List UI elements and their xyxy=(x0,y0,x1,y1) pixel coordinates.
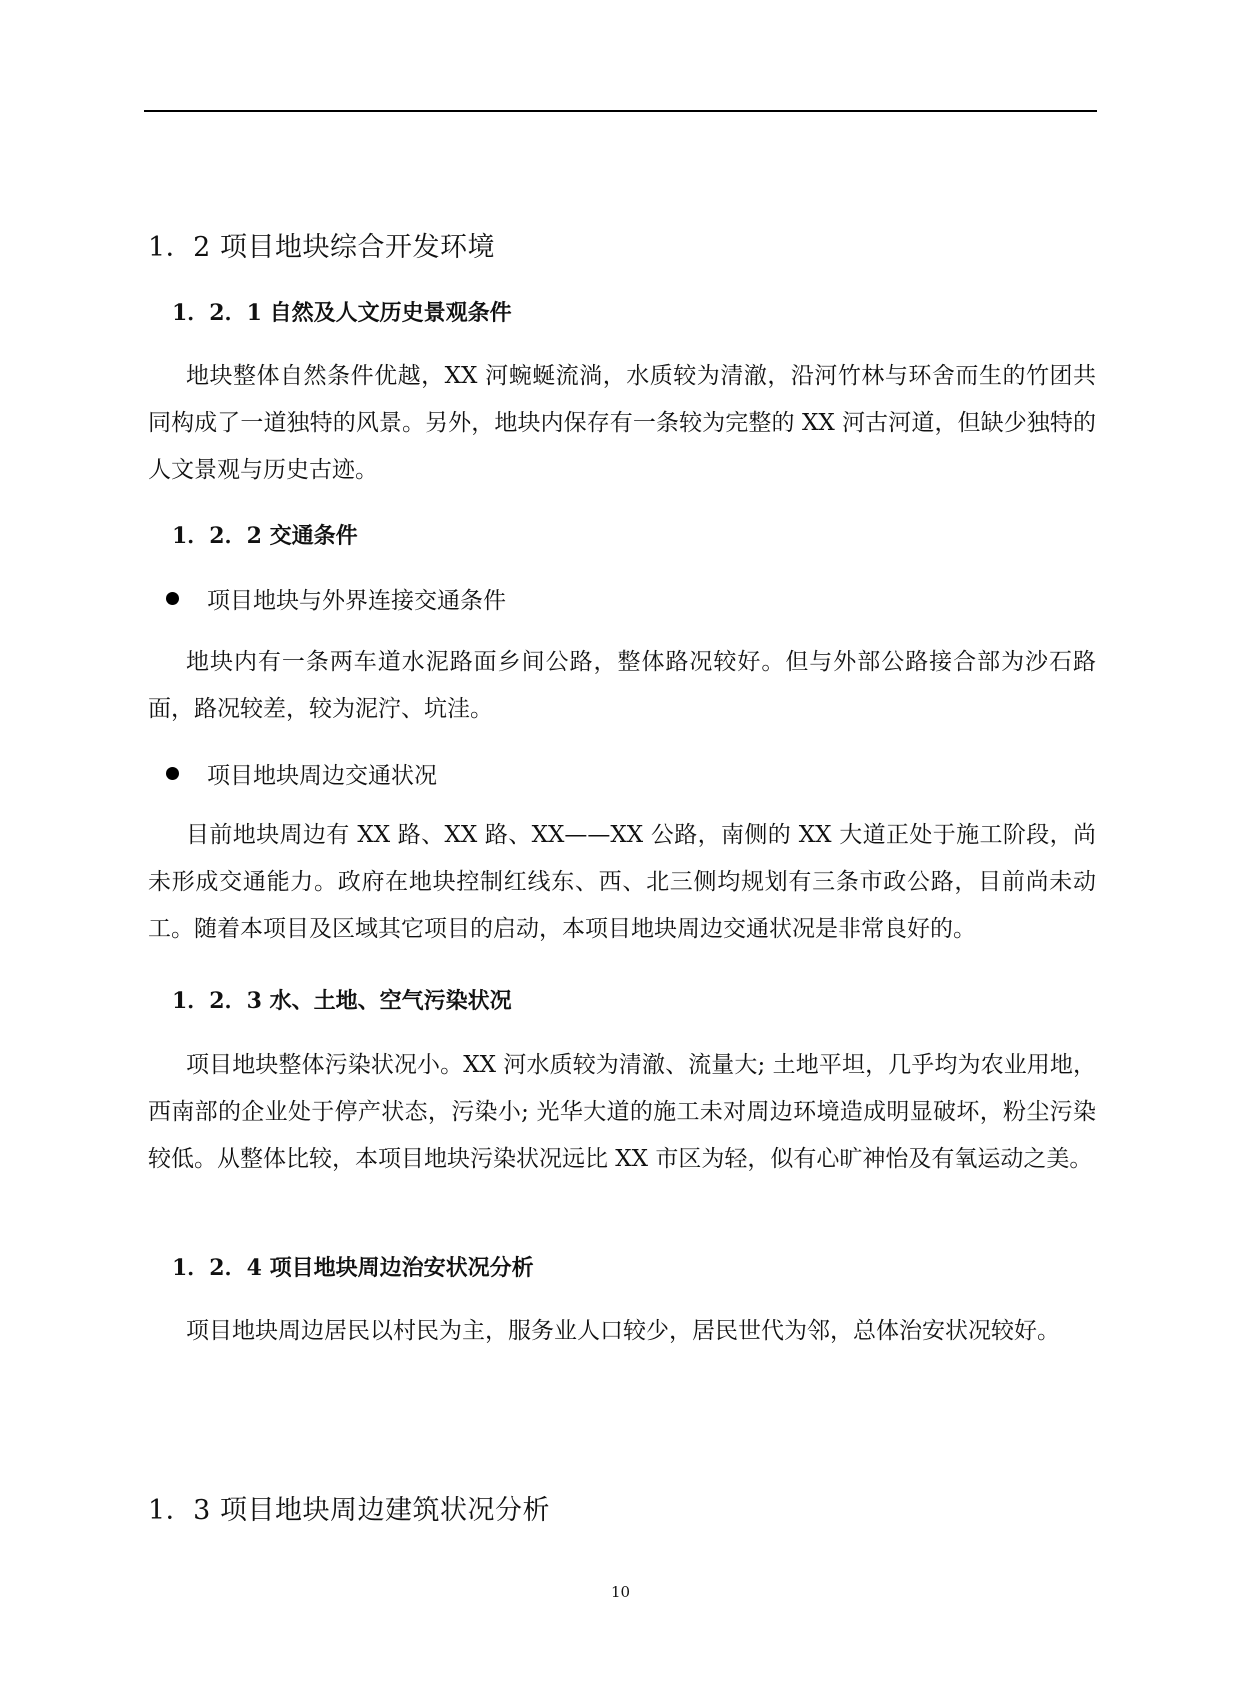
bullet-item-surrounding-traffic xyxy=(166,757,437,790)
header-rule xyxy=(144,110,1097,112)
paragraph-pollution: 项目地块整体污染状况小。XX 河水质较为清澈、流量大; 土地平坦，几乎均为农业用地，西南部的企业处于停产状态，污染小; 光华大道的施工未对周边环境造成明显破坏，粉尘污染较低。从整体比较，本项目地块污染状况远比 XX 市区为轻，似有心旷神怡及有氧运动之美。 xyxy=(148,1052,1096,1172)
subsection-heading-1-2-1: 1．2．1 自然及人文历史景观条件 xyxy=(172,300,512,326)
paragraph-surrounding-traffic: 目前地块周边有 XX 路、XX 路、XX——XX 公路，南侧的 XX 大道正处于施工阶段，尚未形成交通能力。政府在地块控制红线东、西、北三侧均规划有三条市政公路，目前尚未动工。随着本项目及区域其它项目的启动，本项目地块周边交通状况是非常良好的。 xyxy=(148,822,1096,942)
bullet-label: 项目地块周边交通状况 xyxy=(207,763,437,789)
paragraph-public-security: 项目地块周边居民以村民为主，服务业人口较少，居民世代为邻，总体治安状况较好。 xyxy=(186,1318,1060,1344)
bullet-icon xyxy=(166,592,179,605)
paragraph-internal-road: 地块内有一条两车道水泥路面乡间公路，整体路况较好。但与外部公路接合部为沙石路面，路况较差，较为泥泞、坑洼。 xyxy=(148,649,1096,722)
subsection-heading-1-2-4: 1．2．4 项目地块周边治安状况分析 xyxy=(172,1255,534,1281)
paragraph-natural-landscape: 地块整体自然条件优越，XX 河蜿蜒流淌，水质较为清澈，沿河竹林与环舍而生的竹团共同构成了一道独特的风景。另外，地块内保存有一条较为完整的 XX 河古河道，但缺少独特的人文景观与历史古迹。 xyxy=(148,363,1096,483)
bullet-label: 项目地块与外界连接交通条件 xyxy=(207,588,506,614)
page-number: 10 xyxy=(610,1583,631,1601)
subsection-heading-1-2-2: 1．2．2 交通条件 xyxy=(172,523,358,549)
section-heading-1-2: 1．2 项目地块综合开发环境 xyxy=(148,232,495,263)
subsection-heading-1-2-3: 1．2．3 水、土地、空气污染状况 xyxy=(172,988,512,1014)
bullet-item-external-traffic xyxy=(166,582,506,615)
bullet-icon xyxy=(166,767,179,780)
section-heading-1-3: 1．3 项目地块周边建筑状况分析 xyxy=(148,1495,550,1526)
